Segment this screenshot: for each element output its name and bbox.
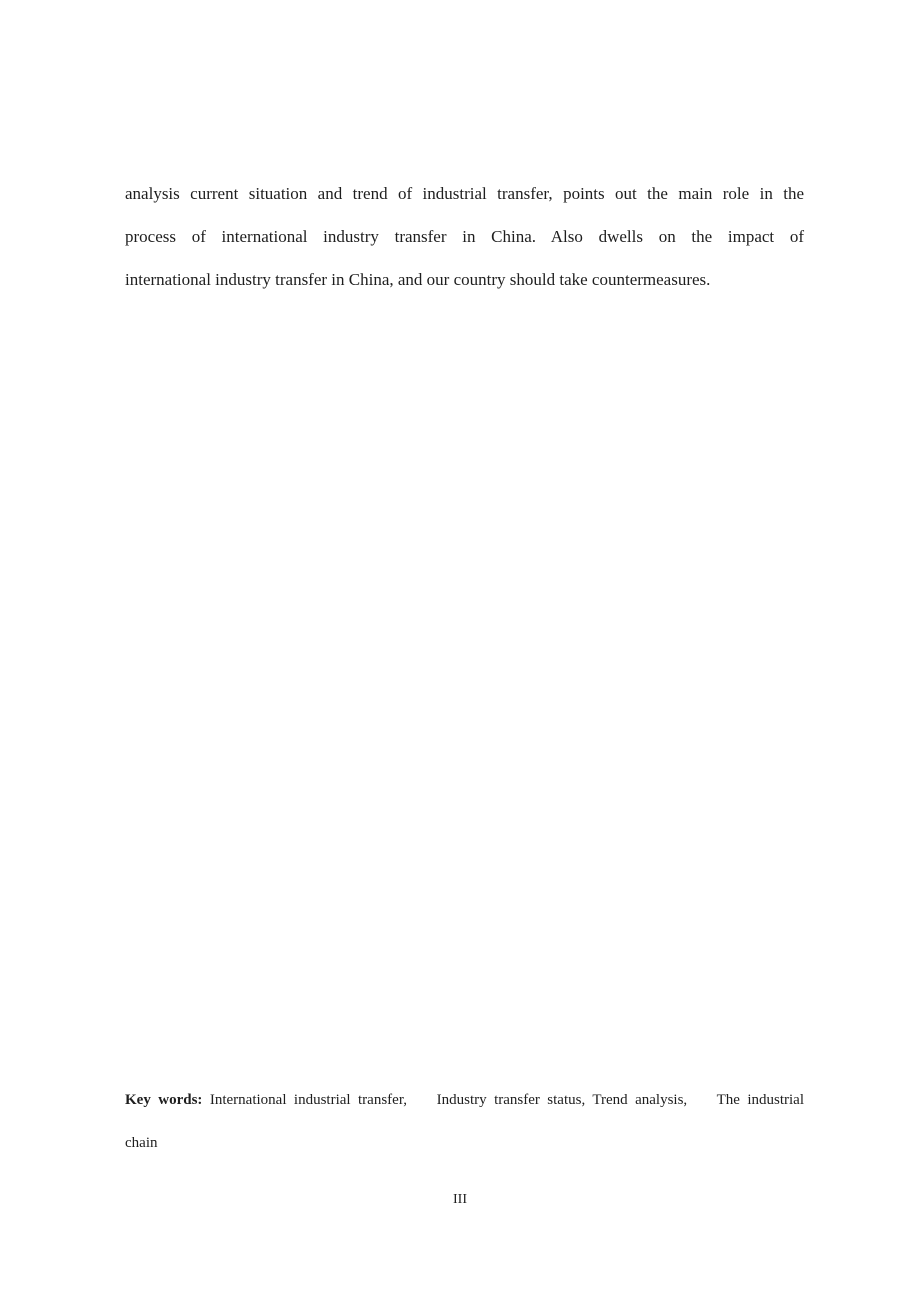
keywords-line-2: chain (125, 1135, 158, 1151)
page-number: III (453, 1192, 467, 1207)
abstract-line-3: international industry transfer in China, and our country should take countermeasures. (125, 270, 711, 289)
abstract-paragraph (125, 172, 804, 301)
abstract-line-2: process of international industry transfer in China. Also dwells on the impact of (125, 227, 804, 246)
keywords-section (125, 1079, 804, 1165)
keywords-line-1 (125, 1079, 804, 1122)
keywords-text: International industrial transfer, Industry transfer status, Trend analysis, The industrial (209, 1092, 804, 1108)
keywords-label: Key words: (125, 1092, 203, 1108)
abstract-line-1: analysis current situation and trend of industrial transfer, points out the main role in the (125, 184, 804, 203)
